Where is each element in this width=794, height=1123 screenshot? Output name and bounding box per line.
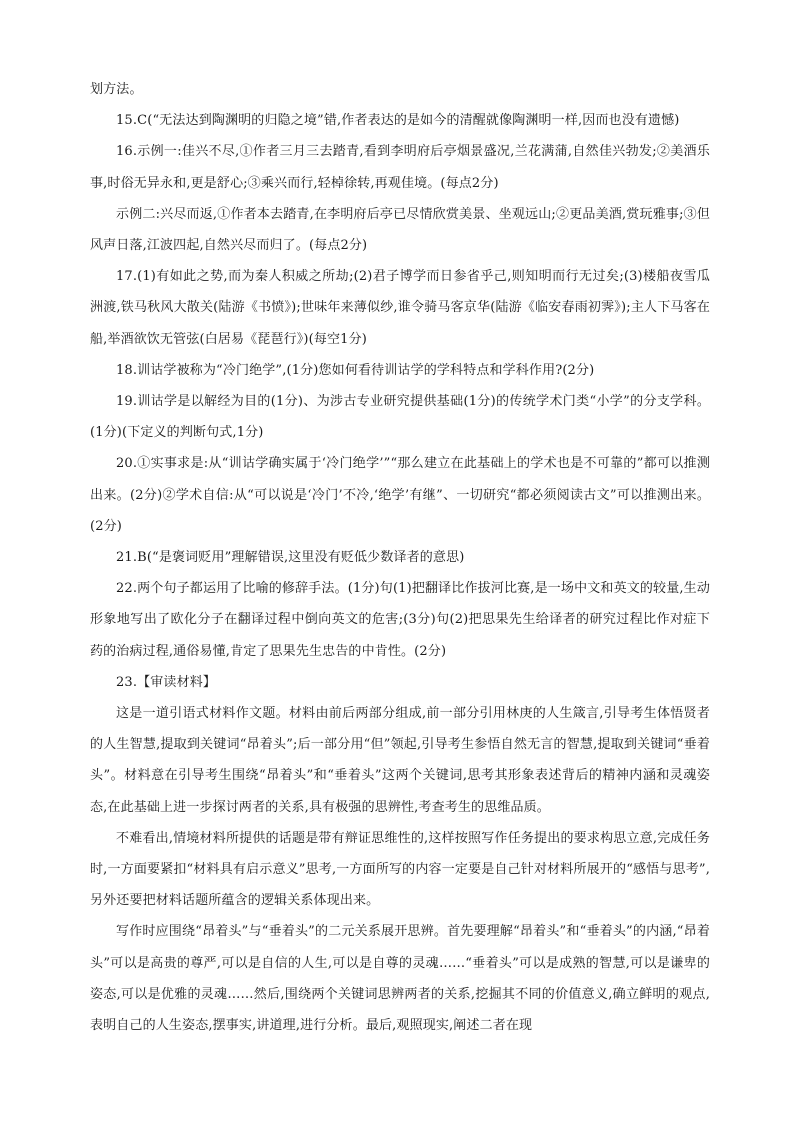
answer-22: 22.两个句子都运用了比喻的修辞手法。(1分)句(1)把翻译比作拔河比赛,是一场中文和英文的较量,生动形象地写出了欧化分子在翻译过程中倒向英文的危害;(3分)句(2)把思果先生给译者的研究过程比作对症下药的治病过程,通俗易懂,肯定了思果先生忠告的中肯性。(2分) xyxy=(90,581,710,659)
answer-19: 19.训诂学是以解经为目的(1分)、为涉古专业研究提供基础(1分)的传统学术门类“小学”的分支学科。(1分)(下定义的判断句式,1分) xyxy=(90,394,710,441)
paragraph-continuation: 划方法。 xyxy=(90,82,143,97)
answer-16-example-2: 示例二:兴尽而返,①作者本去踏青,在李明府后亭已尽情欣赏美景、坐观远山;②更品美酒,赏玩雅事;③但风声日落,江波四起,自然兴尽而归了。(每点2分) xyxy=(90,206,710,254)
answer-20: 20.①实事求是:从“训诂学确实属于‘冷门绝学’”“那么建立在此基础上的学术也是不可靠的”都可以推测出来。(2分)②学术自信:从“可以说是‘冷门’不冷,‘绝学’有继”、一切研究“都必须阅读古文”可以推测出来。(2分) xyxy=(90,456,710,534)
answer-23-material-analysis: 这是一道引语式材料作文题。材料由前后两部分组成,前一部分引用林庚的人生箴言,引导考生体悟贤者的人生智慧,提取到关键词“昂着头”;后一部分用“但”领起,引导考生参悟自然无言的智慧,提取到关键词“垂着头”。材料意在引导考生围绕“昂着头”和“垂着头”这两个关键词,思考其形象表述背后的精神内涵和灵魂姿态,在此基础上进一步探讨两者的关系,具有极强的思辨性,考查考生的思维品质。 xyxy=(90,706,710,815)
document-page xyxy=(90,74,710,1041)
answer-17: 17.(1)有如此之势,而为秦人积威之所劫;(2)君子博学而日参省乎己,则知明而行无过矣;(3)楼船夜雪瓜洲渡,铁马秋风大散关(陆游《书愤》);世味年来薄似纱,谁令骑马客京华(陆游《临安春雨初霁》);主人下马客在船,举酒欲饮无管弦(白居易《琵琶行》)(每空1分) xyxy=(90,269,710,347)
answer-15: 15.C(“无法达到陶渊明的归隐之境”错,作者表达的是如今的清醒就像陶渊明一样,因而也没有遗憾) xyxy=(116,113,680,129)
answer-23-heading: 23.【审读材料】 xyxy=(116,674,217,690)
answer-16-example-1: 16.示例一:佳兴不尽,①作者三月三去踏青,看到李明府后亭烟景盛况,兰花满蒲,自然佳兴勃发;②美酒乐事,时俗无异永和,更是舒心;③乘兴而行,轻棹徐转,再观佳境。(每点2分) xyxy=(90,144,710,191)
answer-23-writing-guidance: 写作时应围绕“昂着头”与“垂着头”的二元关系展开思辨。首先要理解“昂着头”和“垂着头”的内涵,“昂着头”可以是高贵的尊严,可以是自信的人生,可以是自尊的灵魂……“垂着头”可以是成熟的智慧,可以是谦卑的姿态,可以是优雅的灵魂……然后,围绕两个关键词思辨两者的关系,挖掘其不同的价值意义,确立鲜明的观点,表明自己的人生姿态,摆事实,讲道理,进行分析。最后,观照现实,阐述二者在现 xyxy=(90,924,710,1034)
answer-23-task-analysis: 不难看出,情境材料所提供的话题是带有辩证思维性的,这样按照写作任务提出的要求构思立意,完成任务时,一方面要紧扣“材料具有启示意义”思考,一方面所写的内容一定要是自己针对材料所展开的“感悟与思考”,另外还要把材料话题所蕴含的逻辑关系体现出来。 xyxy=(90,830,710,909)
answer-18: 18.训诂学被称为“冷门绝学”,(1分)您如何看待训诂学的学科特点和学科作用?(2分) xyxy=(116,362,595,378)
answer-21: 21.B(“是褒词贬用”理解错误,这里没有贬低少数译者的意思) xyxy=(116,550,465,566)
